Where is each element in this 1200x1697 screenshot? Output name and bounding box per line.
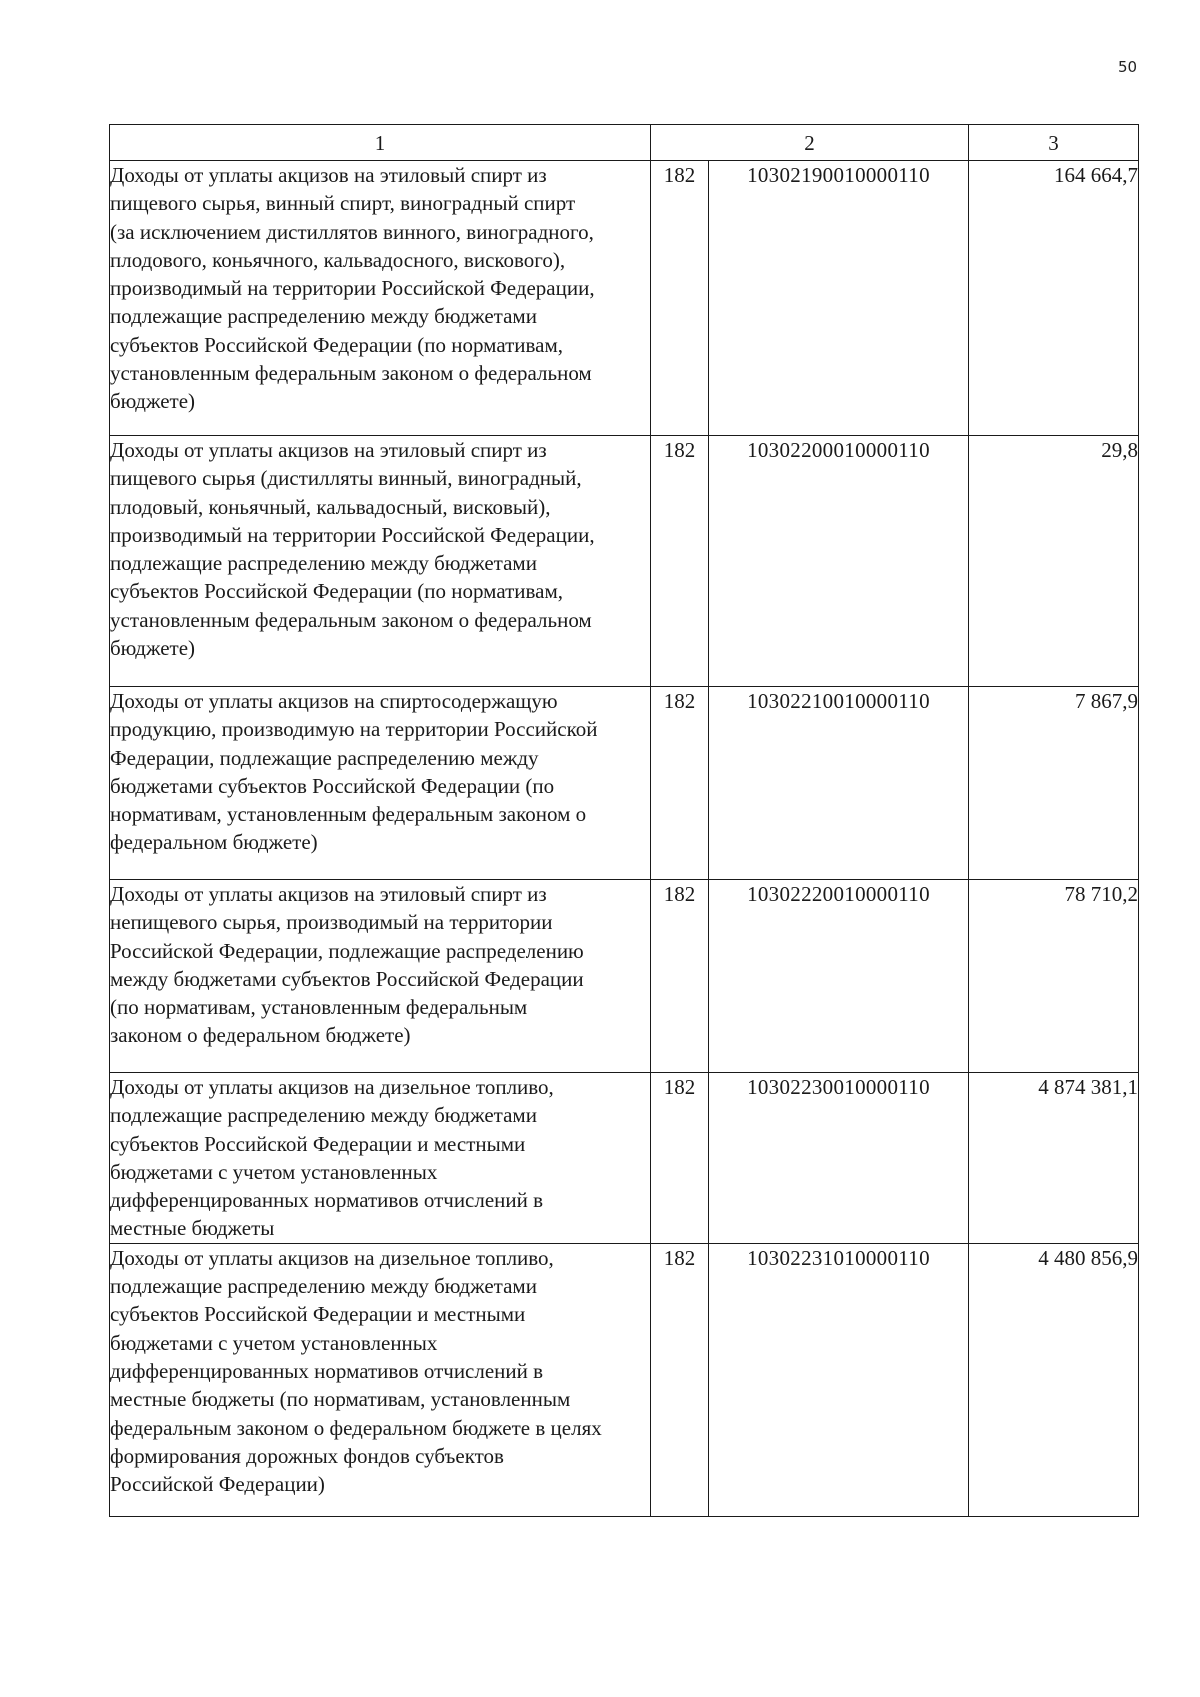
description-line: Доходы от уплаты акцизов на дизельное топливо, [110, 1245, 554, 1270]
administrator-code: 182 [651, 687, 709, 880]
amount-value: 4 480 856,9 [969, 1243, 1139, 1516]
table-row [110, 436, 1139, 687]
description-line: установленным федеральным законом о федеральном [110, 607, 592, 632]
description-line: местные бюджеты (по нормативам, установленным [110, 1387, 571, 1412]
description-line: Доходы от уплаты акцизов на дизельное топливо, [110, 1075, 554, 1099]
table-row [110, 1073, 1139, 1244]
revenue-description [110, 1073, 651, 1244]
description-line: Российской Федерации) [110, 1472, 325, 1497]
revenue-table [109, 124, 1139, 1517]
column-header-1: 1 [110, 125, 651, 161]
description-line: бюджете) [110, 636, 196, 661]
table-row [110, 687, 1139, 880]
budget-classification-code: 10302230010000110 [709, 1073, 969, 1244]
description-line: пищевого сырья, винный спирт, виноградный спирт [110, 191, 576, 216]
amount-value: 78 710,2 [969, 880, 1139, 1073]
description-line: законом о федеральном бюджете) [110, 1023, 411, 1048]
description-line: нормативам, установленным федеральным законом о [110, 802, 587, 827]
description-line: производимый на территории Российской Федерации, [110, 276, 595, 301]
budget-classification-code: 10302190010000110 [709, 161, 969, 436]
administrator-code: 182 [651, 436, 709, 687]
column-header-3: 3 [969, 125, 1139, 161]
description-line: плодового, коньячного, кальвадосного, вискового), [110, 247, 566, 272]
column-header-2: 2 [651, 125, 969, 161]
description-line: плодовый, коньячный, кальвадосный, висковый), [110, 494, 551, 519]
revenue-description [110, 161, 651, 436]
budget-classification-code: 10302220010000110 [709, 880, 969, 1073]
description-line: пищевого сырья (дистилляты винный, виноградный, [110, 466, 582, 491]
revenue-description [110, 880, 651, 1073]
budget-classification-code: 10302200010000110 [709, 436, 969, 687]
description-line: подлежащие распределению между бюджетами [110, 1103, 537, 1128]
administrator-code: 182 [651, 880, 709, 1073]
description-line: установленным федеральным законом о федеральном [110, 361, 592, 386]
description-line: субъектов Российской Федерации (по нормативам, [110, 332, 564, 357]
budget-classification-code: 10302231010000110 [709, 1243, 969, 1516]
description-line: бюджетами субъектов Российской Федерации (по [110, 773, 555, 798]
amount-value: 7 867,9 [969, 687, 1139, 880]
description-line: Федерации, подлежащие распределению между [110, 745, 539, 770]
description-line: формирования дорожных фондов субъектов [110, 1443, 504, 1468]
description-line: дифференцированных нормативов отчислений в [110, 1188, 544, 1213]
description-line: Доходы от уплаты акцизов на этиловый спирт из [110, 882, 547, 906]
description-line: между бюджетами субъектов Российской Федерации [110, 966, 584, 991]
description-line: субъектов Российской Федерации и местными [110, 1131, 526, 1156]
description-line: подлежащие распределению между бюджетами [110, 551, 537, 576]
table-row [110, 161, 1139, 436]
description-line: федеральным законом о федеральном бюджете в целях [110, 1415, 602, 1440]
administrator-code: 182 [651, 161, 709, 436]
description-line: продукцию, производимую на территории Российской [110, 717, 598, 742]
administrator-code: 182 [651, 1073, 709, 1244]
description-line: субъектов Российской Федерации (по нормативам, [110, 579, 564, 604]
table-header-row [110, 125, 1139, 161]
description-line: местные бюджеты [110, 1216, 275, 1241]
administrator-code: 182 [651, 1243, 709, 1516]
description-line: непищевого сырья, производимый на территории [110, 910, 553, 935]
revenue-description [110, 436, 651, 687]
description-line: Доходы от уплаты акцизов на этиловый спирт из [110, 163, 547, 187]
revenue-description [110, 1243, 651, 1516]
description-line: бюджетами с учетом установленных [110, 1330, 438, 1355]
description-line: дифференцированных нормативов отчислений в [110, 1358, 544, 1383]
description-line: производимый на территории Российской Федерации, [110, 522, 595, 547]
description-line: Доходы от уплаты акцизов на этиловый спирт из [110, 438, 547, 462]
page-number: 50 [1118, 58, 1138, 76]
amount-value: 164 664,7 [969, 161, 1139, 436]
description-line: бюджете) [110, 389, 196, 414]
description-line: бюджетами с учетом установленных [110, 1159, 438, 1184]
revenue-description [110, 687, 651, 880]
table-row [110, 880, 1139, 1073]
description-line: Российской Федерации, подлежащие распределению [110, 938, 584, 963]
description-line: подлежащие распределению между бюджетами [110, 1274, 537, 1299]
description-line: субъектов Российской Федерации и местными [110, 1302, 526, 1327]
budget-classification-code: 10302210010000110 [709, 687, 969, 880]
description-line: подлежащие распределению между бюджетами [110, 304, 537, 329]
description-line: (за исключением дистиллятов винного, виноградного, [110, 219, 594, 244]
description-line: федеральном бюджете) [110, 830, 318, 855]
description-line: Доходы от уплаты акцизов на спиртосодержащую [110, 689, 558, 713]
amount-value: 29,8 [969, 436, 1139, 687]
description-line: (по нормативам, установленным федеральным [110, 995, 528, 1020]
table-row [110, 1243, 1139, 1516]
amount-value: 4 874 381,1 [969, 1073, 1139, 1244]
